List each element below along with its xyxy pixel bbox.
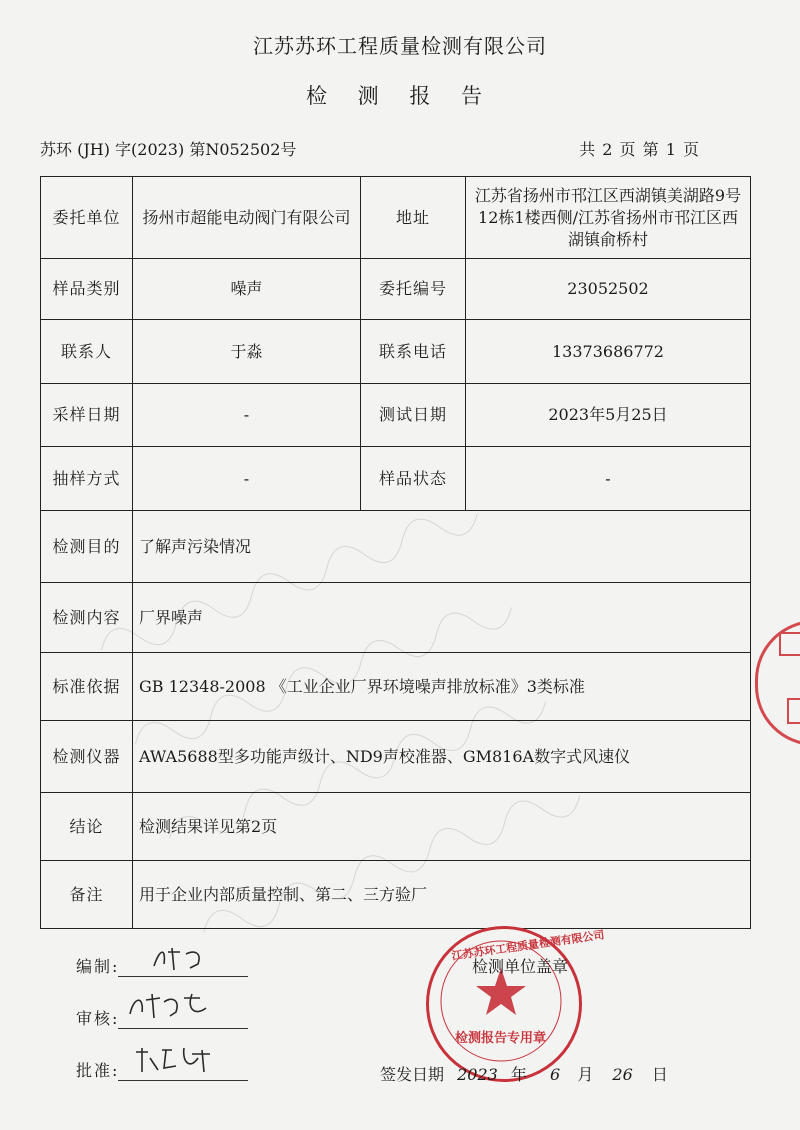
purpose-label: 检测目的 <box>41 511 133 583</box>
sampling-date-value: - <box>133 384 361 447</box>
reviewer-signature <box>126 990 212 1029</box>
conclusion-label: 结论 <box>41 793 133 861</box>
sampling-method-value: - <box>133 447 361 511</box>
sample-type-label: 样品类别 <box>41 259 133 320</box>
client-label: 委托单位 <box>41 177 133 259</box>
contact-value: 于淼 <box>133 320 361 384</box>
content-label: 检测内容 <box>41 583 133 653</box>
partial-seal <box>755 620 800 746</box>
issue-date <box>380 1062 668 1085</box>
compiler-label: 编制: <box>76 957 120 976</box>
conclusion-value: 检测结果详见第2页 <box>133 793 751 861</box>
signature-area <box>40 930 750 1130</box>
year-unit: 年 <box>510 1065 527 1084</box>
instrument-label: 检测仪器 <box>41 721 133 793</box>
issue-month: 6 <box>550 1065 561 1084</box>
report-title: 检 测 报 告 <box>305 84 495 108</box>
contact-label: 联系人 <box>41 320 133 384</box>
table-row <box>41 511 751 583</box>
client-value: 扬州市超能电动阀门有限公司 <box>133 177 361 259</box>
page-info: 共 2 页 第 1 页 <box>579 140 700 159</box>
seal-bottom-text: 检测报告专用章 <box>455 1031 547 1046</box>
sample-status-value: - <box>466 447 751 511</box>
content-value: 厂界噪声 <box>133 583 751 653</box>
issue-year: 2023 <box>457 1065 498 1084</box>
table-row <box>41 653 751 721</box>
table-row <box>41 583 751 653</box>
report-table <box>40 176 751 929</box>
company-name: 江苏苏环工程质量检测有限公司 <box>253 34 547 58</box>
seal-outer-text: 江苏苏环工程质量检测有限公司 <box>450 928 606 963</box>
table-row <box>41 384 751 447</box>
instrument-value: AWA5688型多功能声级计、ND9声校准器、GM816A数字式风速仪 <box>133 721 751 793</box>
table-row <box>41 721 751 793</box>
purpose-value: 了解声污染情况 <box>133 511 751 583</box>
test-date-value: 2023年5月25日 <box>466 384 751 447</box>
test-unit-seal-label: 检测单位盖章 <box>472 957 569 976</box>
table-row <box>41 259 751 320</box>
phone-value: 13373686772 <box>466 320 751 384</box>
sampling-method-label: 抽样方式 <box>41 447 133 511</box>
standard-label: 标准依据 <box>41 653 133 721</box>
commission-no-label: 委托编号 <box>361 259 466 320</box>
issue-date-label: 签发日期 <box>380 1065 445 1084</box>
approver-label: 批准: <box>76 1061 120 1080</box>
commission-no-value: 23052502 <box>466 259 751 320</box>
phone-label: 联系电话 <box>361 320 466 384</box>
sample-type-value: 噪声 <box>133 259 361 320</box>
compiler-signature <box>150 944 210 979</box>
approver-signature <box>132 1044 220 1081</box>
standard-value: GB 12348-2008 《工业企业厂界环境噪声排放标准》3类标准 <box>133 653 751 721</box>
table-row <box>41 861 751 929</box>
remarks-value: 用于企业内部质量控制、第二、三方验厂 <box>133 861 751 929</box>
remarks-label: 备注 <box>41 861 133 929</box>
test-date-label: 测试日期 <box>361 384 466 447</box>
issue-day: 26 <box>612 1065 633 1084</box>
table-row <box>41 793 751 861</box>
sample-status-label: 样品状态 <box>361 447 466 511</box>
report-number: 苏环 (JH) 字(2023) 第N052502号 <box>40 140 297 159</box>
address-label: 地址 <box>361 177 466 259</box>
reviewer-label: 审核: <box>76 1009 120 1028</box>
table-row <box>41 320 751 384</box>
month-unit: 月 <box>577 1065 594 1084</box>
inspection-seal <box>426 926 606 1082</box>
partial-seal-mark <box>758 623 800 743</box>
sampling-date-label: 采样日期 <box>41 384 133 447</box>
table-row <box>41 177 751 259</box>
day-unit: 日 <box>651 1065 668 1084</box>
address-value: 江苏省扬州市邗江区西湖镇美湖路9号12栋1楼西侧/江苏省扬州市邗江区西湖镇俞桥村 <box>466 177 751 259</box>
table-row <box>41 447 751 511</box>
